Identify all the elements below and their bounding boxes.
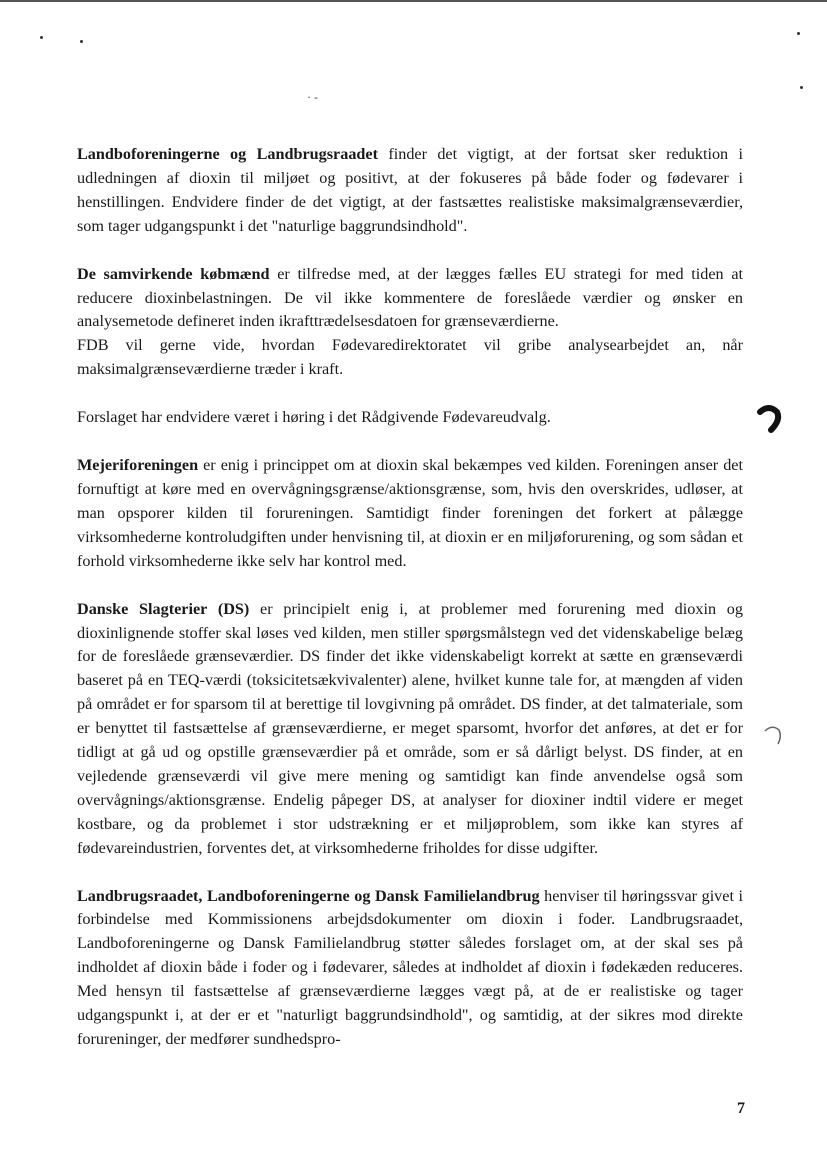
binder-hole-mark [757,404,783,434]
organization-name: Mejeriforeningen [77,456,199,475]
scan-speck [40,36,43,39]
paragraph-text: er tilfredse med, at der lægges fælles EU strategi for med tiden at reducere dioxinbelastningen. De vil ikke kommentere de foreslåede værdier og ønsker en analysemetode defineret inden ikrafttrædelsesdatoen for grænseværdierne. [77,264,744,331]
organization-name: Landbrugsraadet, Landboforeningerne og Dansk Familielandbrug [77,886,540,905]
scan-top-edge [0,0,827,2]
paragraph-landbrugsraadet [77,885,743,1052]
organization-name: Danske Slagterier (DS) [77,599,250,618]
paragraph-hoering [77,406,743,430]
paragraph-mejeriforeningen [77,454,743,574]
paragraph-text: er principielt enig i, at problemer med forurening med dioxin og dioxinlignende stoffer skal løses ved kilden, men stiller spørgsmålstegn ved det videnskabelige belæg for de foreslåede grænseværdier. DS finder det ikke videnskabeligt korrekt at sætte en grænseværdi baseret på en TEQ-værdi (toksicitetsækvivalenter) alene, hvilket kunne tale for, at mængden af viden på området er for sparsom til at berettige til lovgivning på området. DS finder, at det talmateriale, som er benyttet til fastsættelse af grænseværdierne, er meget sparsomt, hvorfor det anføres, at det er for tidligt at gå ud og opstille grænseværdier på et område, som er så dårligt belyst. DS finder, at en vejledende grænseværdi vil give mere mening og samtidigt kan finde anvendelse også som overvågnings/aktionsgrænse. Endelig påpeger DS, at analyser for dioxiner indtil videre er meget kostbare, og da problemet i stor udstrækning er et miljøproblem, som ikke kan styres af fødevareindustrien, forventes det, at virksomhederne friholdes for disse udgifter. [77,599,743,857]
organization-name: Landboforeningerne og Landbrugsraadet [77,145,378,163]
paragraph-text: henviser til høringssvar givet i forbindelse med Kommissionens arbejdsdokumenter om dioxin i foder. Landbrugsraadet, Landboforeningerne og Dansk Familielandbrug støtter således forslaget om, at der skal ses på indholdet af dioxin både i foder og i fødevarer, således at indholdet af dioxin i fødekæden reduceres. Med hensyn til fastsættelse af grænseværdierne lægges vægt på, at de er realistiske og tager udgangspunkt i, at der er et "naturligt baggrundsindhold", og samtidig, at der sikres mod direkte forureninger, der medfører sundhedspro- [77,886,743,1048]
paragraph-text: finder det vigtigt, at der fortsat sker reduktion i udledningen af dioxin til miljøet og positivt, at der fokuseres på både foder og fødevarer i henstillingen. Endvidere finder de det vigtigt, at der fastsættes realistiske maksimalgrænseværdier, som tager udgangspunkt i det "naturlige baggrundsindhold". [77,145,743,235]
paragraph-landboforeningerne [77,143,743,239]
paragraph-danske-slagterier [77,598,743,861]
document-body [77,143,743,1076]
paragraph-text: er enig i princippet om at dioxin skal bekæmpes ved kilden. Foreningen anser det fornuftigt at køre med en overvågningsgrænse/aktionsgrænse, som, hvis den overskrides, udløser, at man opsporer kilden til forureningen. Samtidigt finder foreningen det forkert at pålægge virksomhederne kontroludgiften under henvisning til, at dioxin er en miljøforurening, og som sådan et forhold virksomhederne ikke selv har kontrol med. [77,456,743,570]
binder-hole-mark [762,722,786,750]
paragraph-koebmaend [77,263,743,383]
paragraph-text-fdb: FDB vil gerne vide, hvordan Fødevaredirektoratet vil gribe analysearbejdet an, når maksimalgrænseværdierne træder i kraft. [77,336,743,379]
paragraph-text: Forslaget har endvidere været i høring i det Rådgivende Fødevareudvalg. [77,408,551,427]
organization-name: De samvirkende købmænd [77,264,270,283]
scan-speck [800,86,803,89]
scan-speck [80,40,83,43]
scan-speck [797,32,800,35]
scan-mark: · - [307,90,318,104]
page-number: 7 [737,1100,745,1117]
